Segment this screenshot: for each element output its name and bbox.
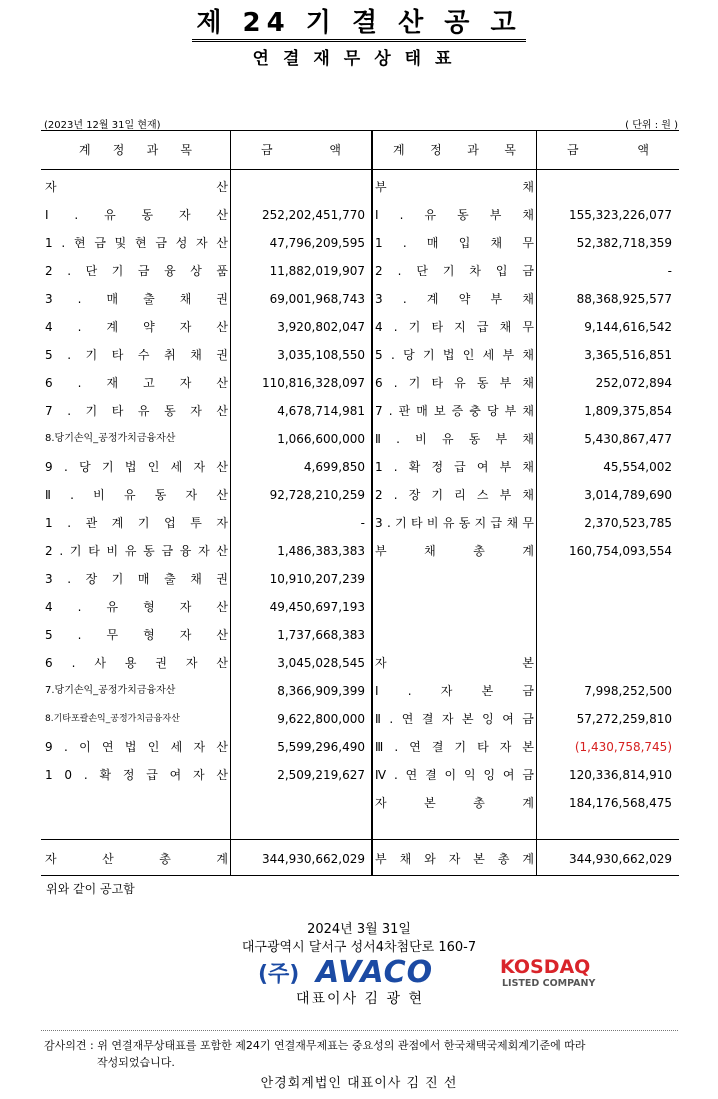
right-account-label: Ⅱ . 연 결 자 본 잉 여 금 bbox=[375, 712, 534, 726]
right-account-label: 자 본 총 계 bbox=[375, 796, 534, 810]
right-account-amount: 7,998,252,500 bbox=[584, 684, 672, 698]
right-account-label: 5 . 당 기 법 인 세 부 채 bbox=[375, 348, 534, 362]
left-account-label: 8.당기손익_공정가치금융자산 bbox=[45, 433, 176, 444]
right-account-label: 2 . 장 기 리 스 부 채 bbox=[375, 488, 534, 502]
right-account-amount bbox=[538, 621, 672, 649]
right-account-amount: 45,554,002 bbox=[603, 460, 672, 474]
column-divider bbox=[536, 131, 537, 875]
dotted-divider bbox=[41, 1030, 678, 1031]
right-account-amount: 3,014,789,690 bbox=[584, 488, 672, 502]
left-account-amount: 8,366,909,399 bbox=[277, 684, 365, 698]
right-account-amount: (1,430,758,745) bbox=[574, 740, 672, 754]
company-address: 대구광역시 달서구 성서4차첨단로 160-7 bbox=[241, 940, 477, 955]
right-account-label: 부 채 와 자 본 총 계 bbox=[375, 852, 534, 866]
right-account-label bbox=[375, 621, 534, 649]
right-account-amount: 57,272,259,810 bbox=[576, 712, 672, 726]
right-account-amount bbox=[538, 593, 672, 621]
left-account-label: 7 . 기 타 유 동 자 산 bbox=[45, 404, 228, 418]
right-account-amount: - bbox=[667, 264, 672, 278]
column-divider bbox=[230, 131, 231, 875]
statement-title: 연결재무상태표 bbox=[252, 49, 466, 69]
right-account-amount bbox=[538, 173, 672, 201]
left-account-amount: 69,001,968,743 bbox=[269, 292, 365, 306]
column-divider-center bbox=[371, 131, 373, 875]
left-account-label: 6 . 재 고 자 산 bbox=[45, 376, 228, 390]
left-account-label: 1 . 관 계 기 업 투 자 bbox=[45, 516, 228, 530]
right-account-label: 7 . 판 매 보 증 충 당 부 채 bbox=[375, 404, 534, 418]
header-account-right: 계 정 과 목 bbox=[393, 143, 516, 157]
left-account-label: 5 . 무 형 자 산 bbox=[45, 628, 228, 642]
left-account-amount: 110,816,328,097 bbox=[261, 376, 365, 390]
left-account-amount: 3,045,028,545 bbox=[277, 656, 365, 670]
left-account-amount bbox=[232, 173, 365, 201]
kosdaq-subtext: LISTED COMPANY bbox=[502, 978, 596, 989]
left-account-amount: 344,930,662,029 bbox=[261, 852, 365, 866]
right-account-label: Ⅰ . 유 동 부 채 bbox=[375, 208, 534, 222]
right-account-label: 3 . 계 약 부 채 bbox=[375, 292, 534, 306]
left-account-amount: 49,450,697,193 bbox=[269, 600, 365, 614]
right-account-amount: 120,336,814,910 bbox=[568, 768, 672, 782]
total-divider bbox=[41, 839, 679, 840]
left-account-amount: 10,910,207,239 bbox=[269, 572, 365, 586]
left-account-label: 4 . 유 형 자 산 bbox=[45, 600, 228, 614]
left-account-label: Ⅱ . 비 유 동 자 산 bbox=[45, 488, 228, 502]
right-account-label: 부 채 bbox=[375, 180, 534, 194]
right-account-label: 1 . 확 정 급 여 부 채 bbox=[375, 460, 534, 474]
company-prefix: (주) bbox=[258, 962, 300, 987]
notice-date: 2024년 3월 31일 bbox=[307, 922, 411, 937]
right-account-amount: 3,365,516,851 bbox=[584, 348, 672, 362]
balance-sheet-table bbox=[41, 130, 679, 876]
left-account-label: 3 . 매 출 채 권 bbox=[45, 292, 228, 306]
right-account-amount: 344,930,662,029 bbox=[568, 852, 672, 866]
left-account-label: 7.당기손익_공정가치금융자산 bbox=[45, 685, 176, 696]
ceo-name: 대표이사 김 광 현 bbox=[296, 991, 425, 1007]
left-account-amount: 5,599,296,490 bbox=[277, 740, 365, 754]
right-account-amount: 252,072,894 bbox=[595, 376, 672, 390]
left-account-label: 9 . 당 기 법 인 세 자 산 bbox=[45, 460, 228, 474]
notice-title: 제 24 기 결 산 공 고 bbox=[0, 8, 718, 42]
kosdaq-logo: KOSDAQ bbox=[500, 956, 591, 978]
header-account-left: 계 정 과 목 bbox=[79, 143, 192, 157]
left-account-amount: 11,882,019,907 bbox=[269, 264, 365, 278]
right-account-amount: 52,382,718,359 bbox=[576, 236, 672, 250]
audit-opinion: 감사의견 : 위 연결재무상태표를 포함한 제24기 연결재무제표는 중요성의 관점에서 한국채택국제회계기준에 따라 bbox=[44, 1039, 586, 1052]
left-account-label: Ⅰ . 유 동 자 산 bbox=[45, 208, 228, 222]
left-account-amount: - bbox=[360, 516, 365, 530]
right-account-amount: 184,176,568,475 bbox=[568, 796, 672, 810]
right-account-amount: 88,368,925,577 bbox=[576, 292, 672, 306]
right-account-amount: 155,323,226,077 bbox=[568, 208, 672, 222]
left-account-label: 자 산 bbox=[45, 180, 228, 194]
right-account-label: 6 . 기 타 유 동 부 채 bbox=[375, 376, 534, 390]
right-account-label: 1 . 매 입 채 무 bbox=[375, 236, 534, 250]
left-account-amount: 1,066,600,000 bbox=[277, 432, 365, 446]
unit-label: ( 단위 : 원 ) bbox=[625, 120, 678, 131]
left-account-label: 4 . 계 약 자 산 bbox=[45, 320, 228, 334]
left-account-label: 8.기타포괄손익_공정가치금융자산 bbox=[45, 714, 180, 724]
left-account-amount: 1,486,383,383 bbox=[277, 544, 365, 558]
right-account-label: 부 채 총 계 bbox=[375, 544, 534, 558]
auditor-name: 안경회계법인 대표이사 김 진 선 bbox=[260, 1076, 458, 1091]
right-account-amount: 2,370,523,785 bbox=[584, 516, 672, 530]
company-logo-text: AVACO bbox=[316, 955, 434, 990]
left-account-amount: 1,737,668,383 bbox=[277, 628, 365, 642]
right-account-label: 3 . 기 타 비 유 동 지 급 채 무 bbox=[375, 516, 534, 530]
left-account-label: 1 . 현 금 및 현 금 성 자 산 bbox=[45, 236, 228, 250]
header-amount-left: 금 액 bbox=[261, 143, 341, 157]
left-account-label: 자 산 총 계 bbox=[45, 852, 228, 866]
left-account-amount: 2,509,219,627 bbox=[277, 768, 365, 782]
as-of-date: (2023년 12월 31일 현재) bbox=[44, 120, 161, 131]
left-account-amount: 4,678,714,981 bbox=[277, 404, 365, 418]
right-account-label: Ⅰ . 자 본 금 bbox=[375, 684, 534, 698]
right-account-label: Ⅲ . 연 결 기 타 자 본 bbox=[375, 740, 534, 754]
right-account-label: 2 . 단 기 차 입 금 bbox=[375, 264, 534, 278]
left-account-amount: 9,622,800,000 bbox=[277, 712, 365, 726]
right-account-amount bbox=[538, 565, 672, 593]
right-account-label: Ⅱ . 비 유 동 부 채 bbox=[375, 432, 534, 446]
left-account-amount: 3,920,802,047 bbox=[277, 320, 365, 334]
audit-opinion-cont: 작성되었습니다. bbox=[97, 1056, 175, 1069]
right-account-amount: 1,809,375,854 bbox=[584, 404, 672, 418]
left-account-label: 1 0 . 확 정 급 여 자 산 bbox=[45, 768, 228, 782]
right-account-label: 자 본 bbox=[375, 656, 534, 670]
header-divider bbox=[41, 169, 679, 170]
left-account-label: 2 . 단 기 금 융 상 품 bbox=[45, 264, 228, 278]
left-account-label: 9 . 이 연 법 인 세 자 산 bbox=[45, 740, 228, 754]
right-account-label bbox=[375, 565, 534, 593]
left-account-label: 2 . 기 타 비 유 동 금 융 자 산 bbox=[45, 544, 228, 558]
right-account-label: 4 . 기 타 지 급 채 무 bbox=[375, 320, 534, 334]
left-account-label: 5 . 기 타 수 취 채 권 bbox=[45, 348, 228, 362]
right-account-amount: 160,754,093,554 bbox=[568, 544, 672, 558]
left-account-amount: 47,796,209,595 bbox=[269, 236, 365, 250]
right-account-amount bbox=[538, 649, 672, 677]
notice-footnote: 위와 같이 공고함 bbox=[46, 882, 135, 896]
left-account-amount: 4,699,850 bbox=[303, 460, 365, 474]
left-account-amount: 3,035,108,550 bbox=[277, 348, 365, 362]
right-account-label: Ⅳ . 연 결 이 익 잉 여 금 bbox=[375, 768, 534, 782]
left-account-label: 6 . 사 용 권 자 산 bbox=[45, 656, 228, 670]
right-account-amount: 9,144,616,542 bbox=[584, 320, 672, 334]
left-account-amount: 92,728,210,259 bbox=[269, 488, 365, 502]
left-account-label: 3 . 장 기 매 출 채 권 bbox=[45, 572, 228, 586]
right-account-amount: 5,430,867,477 bbox=[584, 432, 672, 446]
left-account-amount: 252,202,451,770 bbox=[261, 208, 365, 222]
header-amount-right: 금 액 bbox=[567, 143, 649, 157]
right-account-label bbox=[375, 593, 534, 621]
